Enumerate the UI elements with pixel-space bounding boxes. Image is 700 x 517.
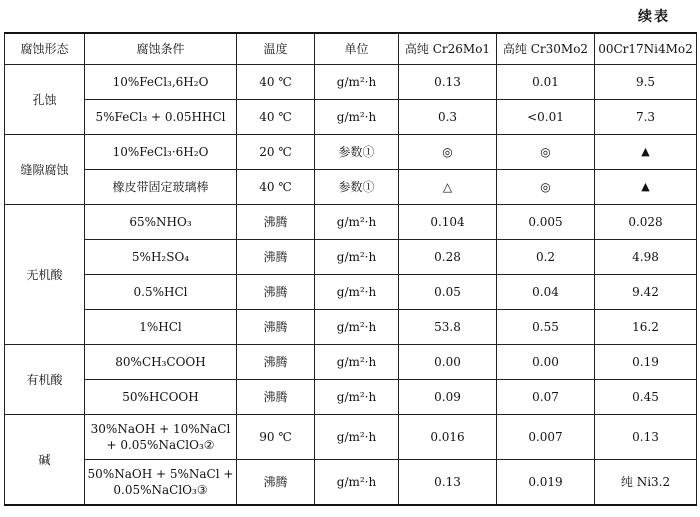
- table-row: [5, 345, 697, 380]
- unit-cell: g/m²·h: [315, 275, 399, 310]
- condition-line: + 0.05%NaClO₃②: [106, 438, 215, 452]
- temp-cell: 沸腾: [237, 460, 315, 506]
- unit-cell: g/m²·h: [315, 310, 399, 345]
- table-row: [5, 275, 697, 310]
- rating-symbol-cell: ◎: [497, 170, 595, 205]
- value-cell: 0.13: [399, 65, 497, 100]
- continued-label: 续表: [638, 9, 670, 25]
- table-row: [5, 135, 697, 170]
- value-cell: 9.42: [595, 275, 697, 310]
- value-cell: 0.016: [399, 415, 497, 460]
- form-cell: 孔蚀: [5, 65, 85, 135]
- unit-cell: 参数①: [315, 135, 399, 170]
- form-cell: 有机酸: [5, 345, 85, 415]
- condition-line: 30%NaOH + 10%NaCl: [90, 422, 231, 436]
- condition-cell: 80%CH₃COOH: [85, 345, 237, 380]
- rating-symbol-cell: ◎: [399, 135, 497, 170]
- condition-cell: 0.5%HCl: [85, 275, 237, 310]
- value-cell: 0.04: [497, 275, 595, 310]
- value-cell: 0.55: [497, 310, 595, 345]
- table-row: [5, 100, 697, 135]
- rating-symbol-cell: △: [399, 170, 497, 205]
- value-cell: 0.13: [399, 460, 497, 506]
- header-cr30mo2: 高纯 Cr30Mo2: [497, 33, 595, 65]
- form-cell: 碱: [5, 415, 85, 506]
- rating-symbol-cell: ◎: [497, 135, 595, 170]
- value-cell: 4.98: [595, 240, 697, 275]
- unit-cell: g/m²·h: [315, 240, 399, 275]
- rating-symbol-cell: ▲: [595, 135, 697, 170]
- condition-cell: [85, 460, 237, 506]
- value-cell: <0.01: [497, 100, 595, 135]
- value-cell: 纯 Ni3.2: [595, 460, 697, 506]
- header-condition: 腐蚀条件: [85, 33, 237, 65]
- value-cell: 0.00: [497, 345, 595, 380]
- value-cell: 0.07: [497, 380, 595, 415]
- value-cell: 0.13: [595, 415, 697, 460]
- temp-cell: 沸腾: [237, 275, 315, 310]
- condition-cell: 65%NHO₃: [85, 205, 237, 240]
- value-cell: 16.2: [595, 310, 697, 345]
- header-unit: 单位: [315, 33, 399, 65]
- condition-cell: 10%FeCl₃·6H₂O: [85, 135, 237, 170]
- condition-line: 0.05%NaClO₃③: [113, 483, 208, 497]
- temp-cell: 沸腾: [237, 345, 315, 380]
- temp-cell: 沸腾: [237, 310, 315, 345]
- condition-cell: 橡皮带固定玻璃棒: [85, 170, 237, 205]
- header-form: 腐蚀形态: [5, 33, 85, 65]
- value-cell: 0.45: [595, 380, 697, 415]
- value-cell: 0.019: [497, 460, 595, 506]
- unit-cell: g/m²·h: [315, 205, 399, 240]
- value-cell: 0.00: [399, 345, 497, 380]
- unit-cell: g/m²·h: [315, 460, 399, 506]
- rating-symbol-cell: ▲: [595, 170, 697, 205]
- temp-cell: 20 ℃: [237, 135, 315, 170]
- table-row: [5, 170, 697, 205]
- value-cell: 53.8: [399, 310, 497, 345]
- value-cell: 0.19: [595, 345, 697, 380]
- table-row: [5, 310, 697, 345]
- form-cell: 无机酸: [5, 205, 85, 345]
- unit-cell: g/m²·h: [315, 345, 399, 380]
- temp-cell: 沸腾: [237, 380, 315, 415]
- condition-cell: 5%FeCl₃ + 0.05HHCl: [85, 100, 237, 135]
- table-row: [5, 240, 697, 275]
- condition-cell: [85, 415, 237, 460]
- unit-cell: 参数①: [315, 170, 399, 205]
- temp-cell: 90 ℃: [237, 415, 315, 460]
- form-cell: 缝隙腐蚀: [5, 135, 85, 205]
- unit-cell: g/m²·h: [315, 415, 399, 460]
- table-row: [5, 380, 697, 415]
- corrosion-table: [4, 32, 697, 506]
- unit-cell: g/m²·h: [315, 65, 399, 100]
- value-cell: 0.3: [399, 100, 497, 135]
- header-temp: 温度: [237, 33, 315, 65]
- header-00cr17ni4mo2: 00Cr17Ni4Mo2: [595, 33, 697, 65]
- table-row: [5, 65, 697, 100]
- unit-cell: g/m²·h: [315, 380, 399, 415]
- table-row: [5, 460, 697, 506]
- header-cr26mo1: 高纯 Cr26Mo1: [399, 33, 497, 65]
- value-cell: 0.09: [399, 380, 497, 415]
- temp-cell: 沸腾: [237, 205, 315, 240]
- value-cell: 0.028: [595, 205, 697, 240]
- condition-cell: 50%HCOOH: [85, 380, 237, 415]
- value-cell: 0.28: [399, 240, 497, 275]
- table-row: [5, 415, 697, 460]
- unit-cell: g/m²·h: [315, 100, 399, 135]
- value-cell: 0.104: [399, 205, 497, 240]
- value-cell: 0.005: [497, 205, 595, 240]
- value-cell: 0.05: [399, 275, 497, 310]
- temp-cell: 40 ℃: [237, 100, 315, 135]
- value-cell: 0.01: [497, 65, 595, 100]
- condition-cell: 1%HCl: [85, 310, 237, 345]
- value-cell: 0.007: [497, 415, 595, 460]
- condition-cell: 10%FeCl₃,6H₂O: [85, 65, 237, 100]
- value-cell: 9.5: [595, 65, 697, 100]
- condition-cell: 5%H₂SO₄: [85, 240, 237, 275]
- value-cell: 0.2: [497, 240, 595, 275]
- temp-cell: 40 ℃: [237, 65, 315, 100]
- header-row: [5, 33, 697, 65]
- temp-cell: 沸腾: [237, 240, 315, 275]
- condition-line: 50%NaOH + 5%NaCl +: [87, 467, 234, 481]
- table-row: [5, 205, 697, 240]
- temp-cell: 40 ℃: [237, 170, 315, 205]
- value-cell: 7.3: [595, 100, 697, 135]
